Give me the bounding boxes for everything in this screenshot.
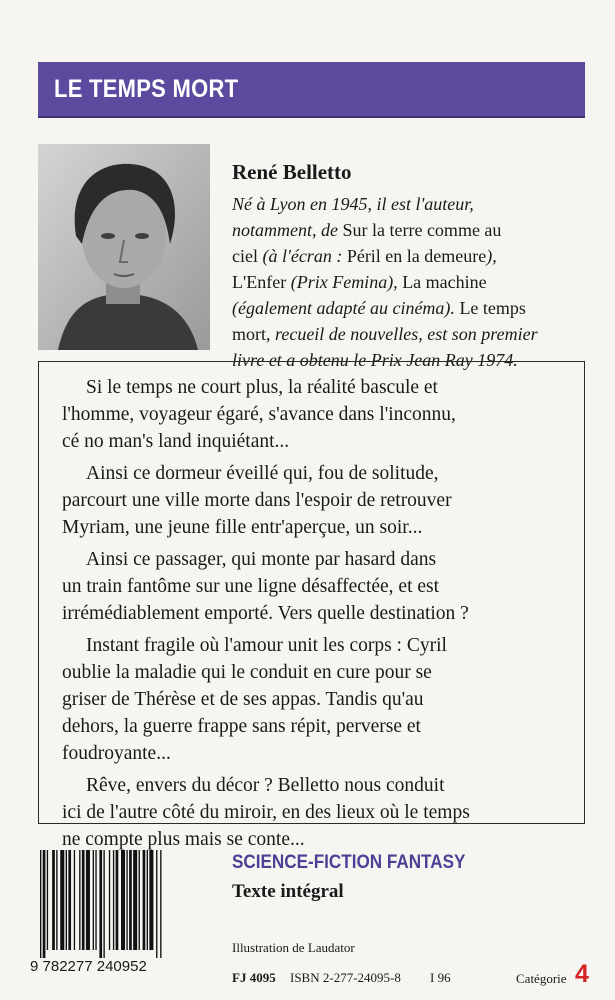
barcode-bar xyxy=(149,850,153,950)
author-photo xyxy=(38,144,210,350)
bio-text-run: ), xyxy=(486,246,497,266)
summary-line: l'homme, voyageur égaré, s'avance dans l'inconnu, xyxy=(62,404,456,425)
barcode-bar xyxy=(116,850,119,950)
summary-line: Si le temps ne court plus, la réalité bascule et xyxy=(86,377,438,398)
bio-line xyxy=(232,295,592,321)
bio-line xyxy=(232,243,592,269)
summary-line: irrémédiablement emporté. Vers quelle destination ? xyxy=(62,603,469,624)
barcode-bar xyxy=(74,850,75,950)
author-name: René Belletto xyxy=(232,160,352,184)
bio-line xyxy=(232,269,592,295)
barcode-bar xyxy=(109,850,110,950)
barcode-bar xyxy=(68,850,71,950)
bio-text-run: ciel xyxy=(232,246,263,266)
barcode-digits: 9 782277 240952 xyxy=(30,958,147,975)
collection-name: SCIENCE-FICTION FANTASY xyxy=(232,852,466,873)
barcode-bar xyxy=(66,850,67,950)
barcode-bar xyxy=(103,850,104,958)
isbn: ISBN 2-277-24095-8 xyxy=(290,970,401,985)
barcode-bar xyxy=(129,850,132,950)
bio-text-run: livre et a obtenu le Prix Jean Ray 1974. xyxy=(232,350,518,370)
summary-paragraph xyxy=(62,460,582,541)
illustration-credit: Illustration de Laudator xyxy=(232,940,355,955)
summary-line: Ainsi ce passager, qui monte par hasard dans xyxy=(86,549,437,570)
summary-line: parcourt une ville morte dans l'espoir de retrouver xyxy=(62,490,452,511)
barcode-bar xyxy=(143,850,146,950)
bio-text-run: (également adapté au cinéma). xyxy=(232,298,460,318)
publication-info xyxy=(232,960,602,990)
barcode-bar xyxy=(113,850,114,950)
summary-paragraph xyxy=(62,632,582,767)
bio-text-run: notamment, de xyxy=(232,220,343,240)
barcode-bar xyxy=(99,850,102,958)
issue-code: I 96 xyxy=(430,970,451,985)
barcode-bar xyxy=(40,850,41,958)
bio-text-run: La machine xyxy=(402,272,487,292)
category-label: Catégorie xyxy=(516,971,567,986)
barcode-bar xyxy=(156,850,157,958)
summary-line: dehors, la guerre frappe sans répit, perverse et xyxy=(62,716,421,737)
summary-paragraph xyxy=(62,374,582,455)
summary-line: Rêve, envers du décor ? Belletto nous conduit xyxy=(86,775,445,796)
barcode-bar xyxy=(126,850,127,950)
summary-line: un train fantôme sur une ligne désaffectée, et est xyxy=(62,576,440,597)
barcode-bar xyxy=(79,850,80,950)
author-bio xyxy=(232,191,592,373)
edition-note: Texte intégral xyxy=(232,881,344,902)
barcode-bar xyxy=(93,850,94,950)
barcode-bar xyxy=(121,850,125,950)
summary-line: foudroyante... xyxy=(62,743,171,764)
barcode-bar xyxy=(86,850,90,950)
summary-line: ici de l'autre côté du miroir, en des lieux où le temps xyxy=(62,802,470,823)
barcode-bar xyxy=(160,850,161,958)
summary-line: Instant fragile où l'amour unit les corps : Cyril xyxy=(86,635,447,656)
summary-line: Ainsi ce dormeur éveillé qui, fou de solitude, xyxy=(86,463,439,484)
summary-line: griser de Thérèse et de ses appas. Tandis qu'au xyxy=(62,689,424,710)
barcode-bar xyxy=(82,850,85,950)
bio-text-run: L'Enfer xyxy=(232,272,291,292)
bio-line xyxy=(232,217,592,243)
bio-text-run: Le temps xyxy=(459,298,526,318)
bio-text-run: (Prix Femina), xyxy=(290,272,403,292)
bio-line xyxy=(232,191,592,217)
barcode-bar xyxy=(56,850,57,950)
book-summary xyxy=(62,374,582,858)
summary-line: ne compte plus mais se conte... xyxy=(62,829,305,850)
summary-line: oublie la maladie qui le conduit en cure pour se xyxy=(62,662,432,683)
barcode xyxy=(30,850,214,978)
series-code: FJ 4095 xyxy=(232,970,276,985)
summary-paragraph xyxy=(62,546,582,627)
barcode-bar xyxy=(60,850,64,950)
bio-text-run: Péril en la demeure xyxy=(346,246,487,266)
bio-text-run: Né à Lyon en 1945, il est l'auteur, xyxy=(232,194,474,214)
bio-text-run: recueil de nouvelles, est son premier xyxy=(275,324,538,344)
bio-text-run: Sur la terre comme au xyxy=(342,220,502,240)
barcode-bar xyxy=(147,850,148,950)
barcode-bars xyxy=(40,850,216,958)
barcode-bar xyxy=(139,850,140,950)
barcode-bar xyxy=(133,850,137,950)
summary-line: Myriam, une jeune fille entr'aperçue, un soir... xyxy=(62,517,423,538)
summary-line: cé no man's land inquiétant... xyxy=(62,431,290,452)
barcode-bar xyxy=(95,850,96,950)
book-title: LE TEMPS MORT xyxy=(54,75,239,103)
barcode-bar xyxy=(52,850,55,950)
category-number: 4 xyxy=(575,960,589,988)
summary-paragraph xyxy=(62,772,582,853)
barcode-bar xyxy=(47,850,48,950)
bio-text-run: (à l'écran : xyxy=(262,246,347,266)
title-banner xyxy=(38,62,585,118)
bio-line xyxy=(232,321,592,347)
bio-text-run: mort, xyxy=(232,324,275,344)
barcode-bar xyxy=(43,850,46,958)
